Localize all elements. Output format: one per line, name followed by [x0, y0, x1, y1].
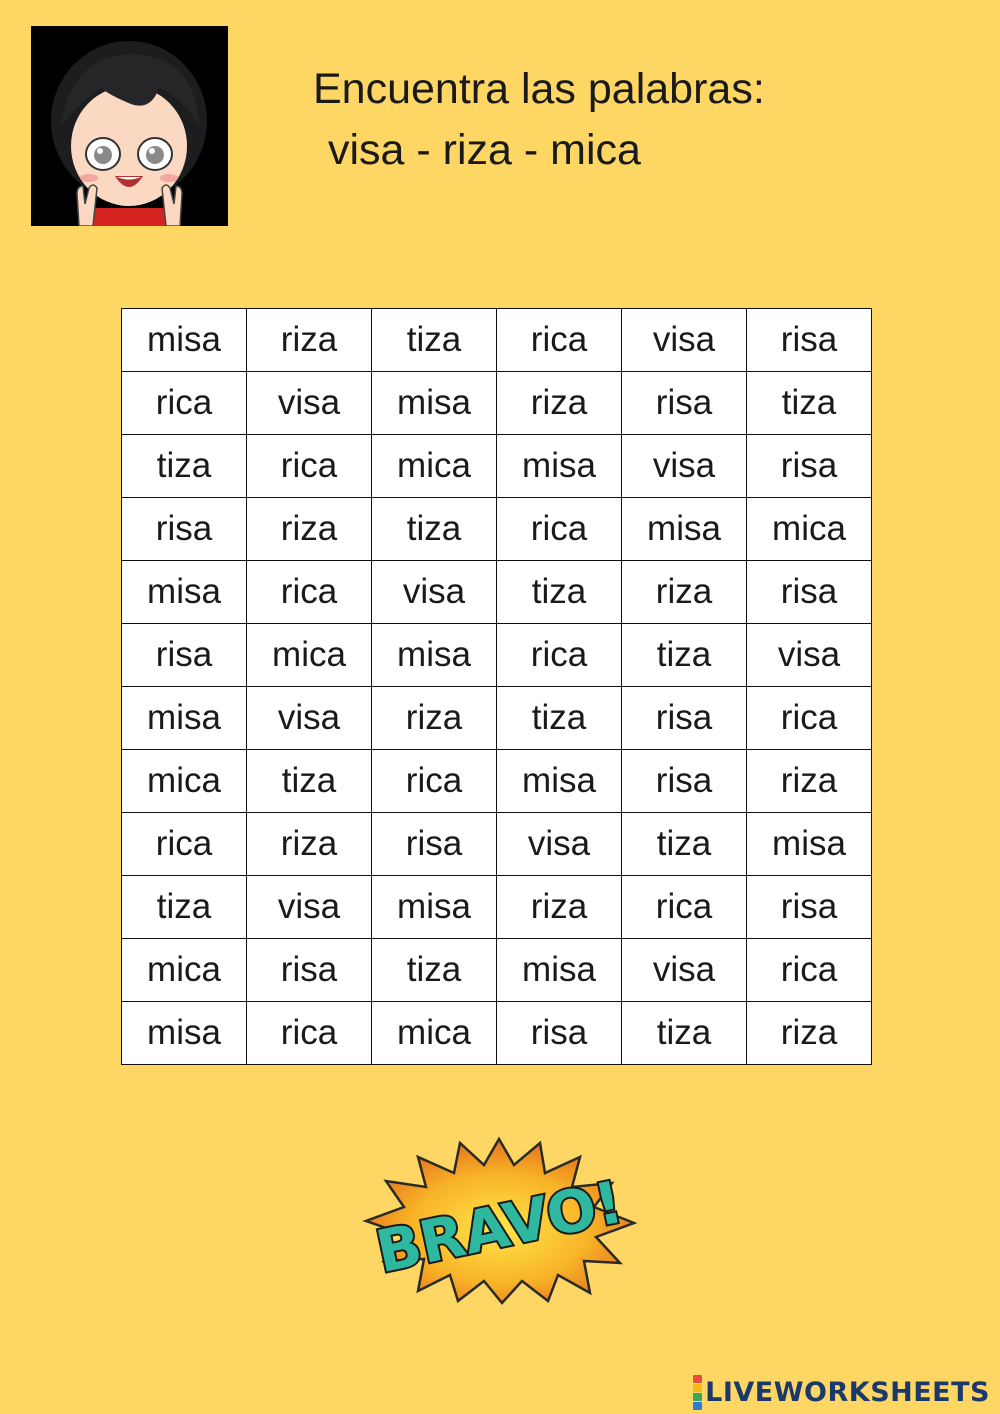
word-cell[interactable]: risa: [747, 435, 872, 498]
word-cell[interactable]: misa: [122, 561, 247, 624]
word-cell[interactable]: risa: [122, 624, 247, 687]
word-cell[interactable]: tiza: [122, 435, 247, 498]
word-cell[interactable]: tiza: [122, 876, 247, 939]
brand-name: LIVEWORKSHEETS: [705, 1377, 990, 1408]
word-cell[interactable]: visa: [247, 687, 372, 750]
word-cell[interactable]: rica: [122, 813, 247, 876]
word-cell[interactable]: tiza: [372, 309, 497, 372]
word-cell[interactable]: riza: [247, 309, 372, 372]
word-cell[interactable]: risa: [622, 687, 747, 750]
word-cell[interactable]: rica: [497, 624, 622, 687]
word-cell[interactable]: misa: [747, 813, 872, 876]
word-cell[interactable]: riza: [372, 687, 497, 750]
word-cell[interactable]: visa: [747, 624, 872, 687]
word-cell[interactable]: risa: [622, 750, 747, 813]
word-cell[interactable]: rica: [497, 498, 622, 561]
word-cell[interactable]: rica: [747, 687, 872, 750]
word-cell[interactable]: mica: [122, 750, 247, 813]
word-cell[interactable]: misa: [122, 1002, 247, 1065]
grid-row: [122, 687, 872, 750]
word-search-grid: [121, 308, 872, 1065]
word-cell[interactable]: misa: [622, 498, 747, 561]
liveworksheets-logo-icon: [693, 1375, 702, 1410]
word-cell[interactable]: rica: [122, 372, 247, 435]
word-cell[interactable]: mica: [247, 624, 372, 687]
word-cell[interactable]: tiza: [497, 687, 622, 750]
word-cell[interactable]: tiza: [747, 372, 872, 435]
word-cell[interactable]: tiza: [622, 813, 747, 876]
word-cell[interactable]: risa: [747, 309, 872, 372]
word-cell[interactable]: misa: [497, 939, 622, 1002]
word-cell[interactable]: visa: [247, 876, 372, 939]
word-cell[interactable]: mica: [122, 939, 247, 1002]
grid-row: [122, 1002, 872, 1065]
word-cell[interactable]: tiza: [372, 498, 497, 561]
word-cell[interactable]: mica: [372, 1002, 497, 1065]
word-cell[interactable]: tiza: [622, 624, 747, 687]
avatar: [31, 26, 228, 226]
grid-row: [122, 750, 872, 813]
word-cell[interactable]: misa: [372, 624, 497, 687]
word-cell[interactable]: riza: [747, 750, 872, 813]
word-cell[interactable]: riza: [247, 498, 372, 561]
word-cell[interactable]: tiza: [497, 561, 622, 624]
word-cell[interactable]: riza: [622, 561, 747, 624]
word-cell[interactable]: visa: [247, 372, 372, 435]
word-cell[interactable]: misa: [372, 372, 497, 435]
word-cell[interactable]: rica: [747, 939, 872, 1002]
grid-row: [122, 435, 872, 498]
word-cell[interactable]: visa: [622, 939, 747, 1002]
word-cell[interactable]: rica: [372, 750, 497, 813]
word-cell[interactable]: visa: [622, 309, 747, 372]
word-cell[interactable]: mica: [747, 498, 872, 561]
word-cell[interactable]: riza: [497, 876, 622, 939]
page-title: Encuentra las palabras:: [313, 65, 765, 113]
word-cell[interactable]: risa: [372, 813, 497, 876]
word-cell[interactable]: misa: [122, 309, 247, 372]
grid-row: [122, 876, 872, 939]
word-cell[interactable]: risa: [622, 372, 747, 435]
word-cell[interactable]: rica: [622, 876, 747, 939]
footer-brand: [693, 1375, 990, 1410]
word-cell[interactable]: misa: [122, 687, 247, 750]
grid-row: [122, 939, 872, 1002]
girl-avatar-icon: [31, 26, 228, 226]
word-cell[interactable]: rica: [247, 435, 372, 498]
grid-row: [122, 813, 872, 876]
grid-row: [122, 561, 872, 624]
word-cell[interactable]: risa: [747, 561, 872, 624]
word-cell[interactable]: misa: [497, 435, 622, 498]
word-cell[interactable]: risa: [747, 876, 872, 939]
word-cell[interactable]: riza: [497, 372, 622, 435]
word-cell[interactable]: mica: [372, 435, 497, 498]
word-cell[interactable]: riza: [247, 813, 372, 876]
grid-row: [122, 372, 872, 435]
grid-row: [122, 498, 872, 561]
bravo-badge: [362, 1135, 637, 1305]
word-cell[interactable]: risa: [497, 1002, 622, 1065]
grid-row: [122, 309, 872, 372]
bravo-burst-icon: [362, 1135, 637, 1305]
word-cell[interactable]: rica: [247, 1002, 372, 1065]
word-cell[interactable]: riza: [747, 1002, 872, 1065]
word-cell[interactable]: visa: [372, 561, 497, 624]
word-cell[interactable]: risa: [122, 498, 247, 561]
word-cell[interactable]: visa: [497, 813, 622, 876]
word-cell[interactable]: misa: [372, 876, 497, 939]
word-cell[interactable]: rica: [497, 309, 622, 372]
bravo-text: BRAVO!: [370, 1167, 629, 1287]
word-cell[interactable]: tiza: [247, 750, 372, 813]
word-cell[interactable]: tiza: [622, 1002, 747, 1065]
word-cell[interactable]: risa: [247, 939, 372, 1002]
word-cell[interactable]: rica: [247, 561, 372, 624]
grid-row: [122, 624, 872, 687]
word-cell[interactable]: misa: [497, 750, 622, 813]
word-cell[interactable]: visa: [622, 435, 747, 498]
word-cell[interactable]: tiza: [372, 939, 497, 1002]
target-words: visa - riza - mica: [328, 126, 641, 174]
